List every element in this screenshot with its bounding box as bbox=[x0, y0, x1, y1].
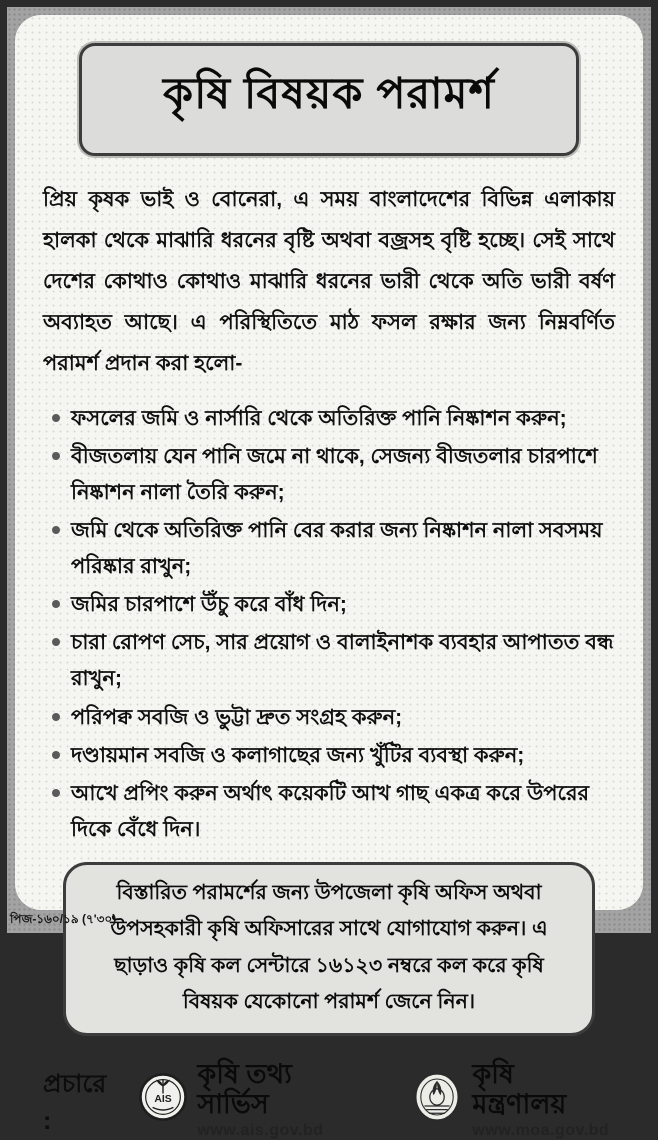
org-moa-name: কৃষি মন্ত্রণালয় bbox=[472, 1058, 567, 1119]
advisory-item: পরিপক্ব সবজি ও ভুট্টা দ্রুত সংগ্রহ করুন; bbox=[49, 700, 615, 736]
org-moa-url: www.moa.gov.bd bbox=[472, 1122, 610, 1140]
title-box bbox=[79, 43, 579, 156]
org-ais-text bbox=[197, 1060, 370, 1140]
org-moa-text bbox=[472, 1060, 615, 1140]
org-ais bbox=[137, 1060, 370, 1140]
contact-note-box bbox=[63, 862, 595, 1036]
advisory-item: দণ্ডায়মান সবজি ও কলাগাছের জন্য খুঁটির ব্যবস্থা করুন; bbox=[49, 738, 615, 774]
advisory-item: বীজতলায় যেন পানি জমে না থাকে, সেজন্য বীজতলার চারপাশে নিষ্কাশন নালা তৈরি করুন; bbox=[49, 439, 615, 511]
advisory-item: জমির চারপাশে উঁচু করে বাঁধ দিন; bbox=[49, 587, 615, 623]
advisory-list bbox=[43, 401, 615, 848]
publisher-label: প্রচারে : bbox=[43, 1069, 107, 1135]
page-title: কৃষি বিষয়ক পরামর্শ bbox=[163, 70, 495, 118]
moa-logo-icon bbox=[410, 1070, 464, 1129]
footer bbox=[43, 1060, 615, 1140]
org-moa bbox=[410, 1060, 615, 1140]
advisory-item: জমি থেকে অতিরিক্ত পানি বের করার জন্য নিষ্কাশন নালা সবসময় পরিষ্কার রাখুন; bbox=[49, 513, 615, 585]
advisory-item: চারা রোপণ সেচ, সার প্রয়োগ ও বালাইনাশক ব্যবহার আপাতত বন্ধ রাখুন; bbox=[49, 625, 615, 697]
contact-note-text: বিস্তারিত পরামর্শের জন্য উপজেলা কৃষি অফিস অথবা উপসহকারী কৃষি অফিসারের সাথে যোগাযোগ করুন। এ ছাড়াও কৃষি কল সেন্টারে ১৬১২৩ নম্বরে কল করে কৃষি বিষয়ক যেকোনো পরামর্শ জেনে নিন। bbox=[110, 881, 548, 1014]
advisory-item: ফসলের জমি ও নার্সারি থেকে অতিরিক্ত পানি নিষ্কাশন করুন; bbox=[49, 401, 615, 437]
ais-logo-icon bbox=[137, 1071, 189, 1128]
svg-text:AIS: AIS bbox=[154, 1094, 173, 1106]
org-ais-name: কৃষি তথ্য সার্ভিস bbox=[197, 1058, 292, 1119]
org-ais-url: www.ais.gov.bd bbox=[197, 1122, 324, 1140]
intro-paragraph: প্রিয় কৃষক ভাই ও বোনেরা, এ সময় বাংলাদেশের বিভিন্ন এলাকায় হালকা থেকে মাঝারি ধরনের বৃষ্টি অথবা বজ্রসহ বৃষ্টি হচ্ছে। সেই সাথে দেশের কোথাও কোথাও মাঝারি ধরনের ভারী থেকে অতি ভারী বর্ষণ অব্যাহত আছে। এ পরিস্থিতিতে মাঠ ফসল রক্ষার জন্য নিম্নবর্ণিত পরামর্শ প্রদান করা হলো- bbox=[43, 188, 615, 375]
advisory-item: আখে প্রপিং করুন অর্থাৎ কয়েকটি আখ গাছ একত্র করে উপরের দিকে বেঁধে দিন। bbox=[49, 776, 615, 848]
print-code: পিজ-১৬০/১৯ (৭'৩০) bbox=[10, 912, 117, 926]
